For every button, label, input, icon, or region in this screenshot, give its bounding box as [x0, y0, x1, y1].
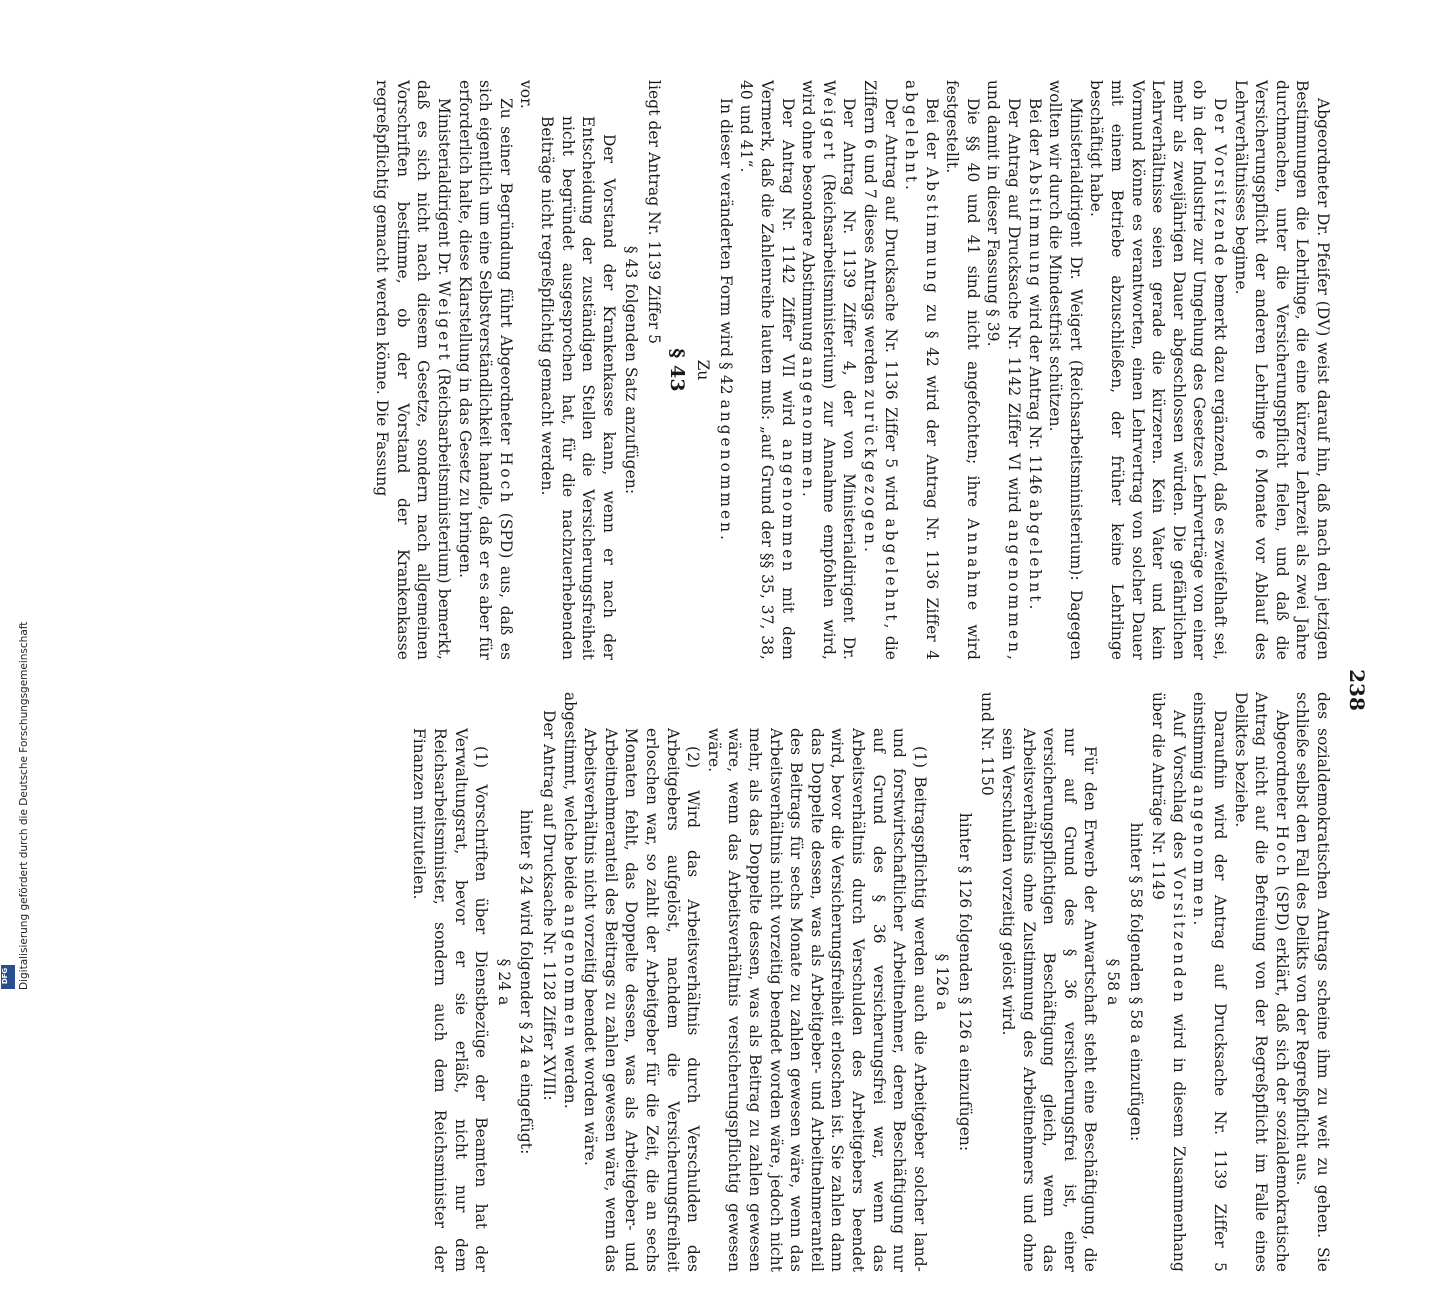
paragraph: liegt der Antrag Nr. 1139 Ziffer 5 — [645, 80, 663, 345]
text: Auf Vorschlag des — [1169, 710, 1188, 859]
paragraph: und Nr. 1150 — [978, 692, 997, 796]
section-heading: § 58 a — [1104, 958, 1123, 1006]
paragraph — [454, 80, 516, 660]
paragraph — [983, 80, 1024, 660]
text: Die §§ 40 und 41 sind nicht angefochten; ihre — [963, 98, 982, 508]
paragraph: vor. — [517, 80, 536, 109]
paragraph: hinter § 58 folgenden § 58 a einzufügen: — [1126, 822, 1145, 1142]
text: , die Ziffern 6 und 7 dieses Antrags werden — [860, 80, 900, 661]
text: abgestimmt, welche beide — [560, 692, 579, 900]
text: Der Antrag Nr. 1139 Ziffer 4, der von Ministerialdirigent Dr. — [840, 98, 859, 660]
paragraph — [1189, 692, 1230, 1272]
paragraph — [1230, 692, 1292, 1272]
section-heading: § 24 a — [494, 958, 513, 1006]
text: Bei der — [1025, 98, 1044, 156]
right-column — [409, 692, 1333, 1272]
text: Zu seiner Begründung führt Abgeordneter — [496, 98, 515, 445]
paragraph — [1148, 692, 1189, 1272]
text: Der Antrag auf Drucksache Nr. 1136 Ziffer 5 wird — [881, 98, 900, 512]
spaced-text: Hoch — [1272, 825, 1291, 879]
spaced-text: angenommen. — [799, 356, 818, 500]
text: , und damit in dieser Fassung § 39. — [984, 80, 1024, 660]
quoted-text: (1) Vorschriften über Dienstbezüge der Beamten hat der Verwaltungsrat, bevor er sie erläßt, nicht nur dem Reichsarbeitsminister, sondern auch dem Reichsminister der Finanzen mitzuteilen. — [410, 728, 491, 1272]
paragraph: hinter § 126 folgenden § 126 a einzufügen: — [955, 812, 974, 1152]
spaced-text: Annahme — [963, 518, 982, 614]
spaced-text: abgelehnt — [881, 518, 900, 624]
paragraph: Ministerialdirigent Dr. Weigert (Reichsarbeitsministerium): Dagegen wollten wir durch die Mindestfrist schützen. — [1046, 80, 1085, 660]
quoted-text: Für den Erwerb der Anwartschaft steht eine Beschäftigung, die nur auf Grund des § 36 versicherungsfrei ist, einer versicherungspflichtigen Beschäftigung gleich, wenn das Arbeitsverhältnis ohne Zustimmung des Arbeitnehmers und ohne sein Verschulden vorzeitig gelöst wird. — [999, 728, 1100, 1272]
text: werden. — [560, 1044, 579, 1109]
footer-credit: Digitalisierung gefördert durch die Deutsche Forschungsgemeinschaft — [18, 621, 30, 990]
paragraph — [942, 80, 983, 660]
spaced-text: Abstimmung — [922, 167, 941, 296]
text: Bei der — [922, 98, 941, 159]
spaced-text: angenommen — [1005, 519, 1024, 655]
paragraph: Abgeordneter Dr. Pfeifer (DV) weist darauf hin, daß nach den jetzigen Bestimmungen die Lehrlinge, die eine kürzere Lehrzeit als zwei Jahre durchmachen, unter die Versicherungspflicht fielen, und daß die Versicherungspflicht der anderen Lehrlinge 6 Monate vor Ablauf des Lehrverhältnisses beginne. — [1231, 80, 1332, 660]
spaced-text: abgelehnt. — [1025, 499, 1044, 613]
spaced-text: Vorsitzenden — [1169, 867, 1188, 1005]
text: wird in diesem Zusammenhang über die Anträge Nr. 1149 — [1149, 692, 1188, 1272]
zu-label: Zu — [694, 359, 713, 381]
spaced-text: abgelehnt. — [902, 80, 921, 193]
text: (Reichsarbeitsministerium) bemerkt, daß es sich nicht nach diesem Gesetze, sondern nach allgemeinen Vorschriften bestimme, ob der Vorstand der Krankenkasse regreßpflichtig gemacht werden könne. Die Fassung — [373, 80, 454, 660]
spaced-text: Hoch — [496, 451, 515, 506]
paragraph — [736, 80, 798, 660]
quoted-text: (1) Beitragspflichtig werden auch die Arbeitgeber solcher land- und forstwirtschaftlicher Arbeitnehmer, deren Beschäftigung nur auf Grund des § 36 versicherungsfrei war, wenn das Arbeitsverhältnis durch Verschulden des Arbeitgebers beendet wird, bevor die Versicherungsfreiheit erloschen ist. Sie zahlen dann das Doppelte dessen, was als Arbeitgeber- und Arbeitnehmeranteil des Beitrags für sechs Monate zu zahlen gewesen wäre, wenn das Arbeitsverhältnis nicht vorzeitig beendet worden wäre, jedoch nicht mehr, als das Doppelte dessen, was als Beitrag zu zahlen gewesen wäre, wenn das Arbeitsverhältnis versicherungspflichtig gewesen wäre. — [704, 728, 929, 1272]
spaced-text: Der Vorsitzende — [1211, 98, 1230, 269]
paragraph — [901, 80, 942, 660]
dfg-logo — [1, 965, 15, 989]
text: Der Antrag auf Drucksache Nr. 1142 Ziffer VI wird — [1005, 98, 1024, 514]
spaced-text: angenommen — [778, 438, 797, 575]
text: In dieser veränderten Form wird § 42 — [716, 98, 735, 395]
text: (Reichsarbeitsministerium) zur Annahme empfohlen wird, wird ohne besondere Abstimmung — [799, 80, 838, 660]
text: wird der Antrag Nr. 1146 — [1025, 294, 1044, 495]
paragraph — [715, 80, 736, 660]
spaced-text: angenommen. — [1190, 784, 1209, 929]
dfg-logo-text: DFG — [1, 967, 10, 985]
paragraph — [1024, 80, 1045, 660]
page-number: 238 — [1345, 669, 1369, 711]
text: Abgeordneter — [1272, 710, 1291, 820]
text: Der Antrag Nr. 1142 Ziffer VII wird — [778, 98, 797, 426]
paragraph — [798, 80, 860, 660]
paragraph — [372, 80, 454, 660]
paragraph: des sozialdemokratischen Antrags scheine ihm zu weit zu gehen. Sie schließe selbst den Fall des Delikts von der Regreßpflicht aus. — [1293, 692, 1332, 1272]
text: bemerkt dazu ergänzend, daß es zweifelhaft sei, ob in der Industrie zur Umgehung des Gesetzes Lehrverträge von einer mehr als zweijährigen Dauer abgeschlossen würden. Die gefährlichen Lehrverhältnisse seien gerade die kürzeren. Kein Vater und kein Vormund könne es verantworten, einen Lehrvertrag von solcher Dauer mit einem Betriebe abzuschließen, der früher keine Lehrlinge beschäftigt habe. — [1087, 80, 1230, 660]
text: (SPD) erklärt, daß sich der sozialdemokratische Antrag nicht auf die Befreiung von der Regreßpflicht im Falle eines Deliktes beziehe. — [1231, 692, 1291, 1273]
quoted-text: Der Vorstand der Krankenkasse kann, wenn er nach der Entscheidung der zuständigen Stellen die Versicherungsfreiheit nicht begründet ausgesprochen hat, für die nachzuerhebenden Beiträge nicht regreßpflichtig gemacht werden. — [538, 116, 618, 660]
spaced-text: angenommen. — [716, 399, 735, 543]
footer-strip — [4, 600, 30, 1000]
left-column — [372, 80, 1333, 660]
text: (SPD) aus, daß es sich eigentlich um eine Selbstverständlichkeit handle, daß er es aber für erforderlich halte, diese Klarstellung in das Gesetz zu bringen. — [455, 80, 515, 661]
paragraph: Der Antrag auf Drucksache Nr. 1128 Ziffer XVIII: — [540, 710, 559, 1101]
quoted-text: (2) Wird das Arbeitsverhältnis durch Verschulden des Arbeitgebers aufgelöst, nachdem die Versicherungsfreiheit erloschen war, so zahlt der Arbeitgeber für die Zeit, die an sechs Monaten fehlt, das Doppelte dessen, was als Arbeitgeber- und Arbeitnehmeranteil des Beitrags zu zahlen gewesen wäre, wenn das Arbeitsverhältnis nicht vorzeitig beendet worden wäre. — [581, 728, 703, 1272]
paragraph: hinter § 24 wird folgender § 24 a eingefügt: — [517, 809, 536, 1155]
spaced-text: zurückgezogen. — [860, 389, 879, 555]
text: Ministerialdirigent Dr. — [435, 98, 454, 276]
paragraph — [1086, 80, 1230, 660]
text: wird festgestellt. — [943, 80, 982, 660]
spaced-text: Abstimmung — [1025, 160, 1044, 290]
rotated-page — [147, 80, 1369, 1273]
spaced-text: angenommen — [560, 904, 579, 1040]
spaced-text: Weigert — [435, 280, 454, 363]
text: mit dem Vermerk, daß die Zahlenreihe lauten muß: „auf Grund der §§ 35, 37, 38, 40 und 41“. — [737, 80, 797, 660]
section-heading: § 126 a — [933, 953, 952, 1011]
paragraph: § 43 folgenden Satz anzufügen: — [622, 245, 641, 495]
paragraph — [859, 80, 900, 660]
spaced-text: Weigert — [819, 80, 838, 163]
paragraph — [559, 692, 580, 1272]
text: zu § 42 wird der Antrag Nr. 1136 Ziffer 4 — [922, 304, 941, 661]
section-heading: § 43 — [665, 348, 688, 392]
text: Daraufhin wird der Antrag auf Drucksache Nr. 1139 Ziffer 5 einstimmig — [1190, 692, 1230, 1272]
